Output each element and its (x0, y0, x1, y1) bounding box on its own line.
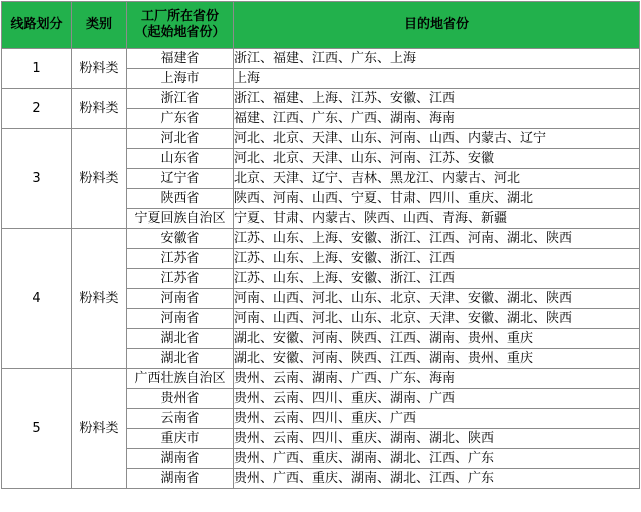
destination-provinces-cell: 湖北、安徽、河南、陕西、江西、湖南、贵州、重庆 (234, 329, 640, 349)
destination-provinces-cell: 宁夏、甘肃、内蒙古、陕西、山西、青海、新疆 (234, 209, 640, 229)
origin-province-cell: 湖南省 (127, 469, 234, 489)
destination-provinces-cell: 河北、北京、天津、山东、河南、山西、内蒙古、辽宁 (234, 129, 640, 149)
category-cell: 粉料类 (72, 89, 127, 129)
origin-province-cell: 河南省 (127, 289, 234, 309)
origin-province-cell: 湖北省 (127, 329, 234, 349)
destination-provinces-cell: 贵州、云南、四川、重庆、湖南、广西 (234, 389, 640, 409)
route-number-cell: 4 (2, 229, 72, 369)
destination-provinces-cell: 贵州、广西、重庆、湖南、湖北、江西、广东 (234, 469, 640, 489)
origin-province-cell: 广西壮族自治区 (127, 369, 234, 389)
origin-province-cell: 浙江省 (127, 89, 234, 109)
origin-province-cell: 上海市 (127, 69, 234, 89)
table-header (2, 2, 640, 49)
category-cell: 粉料类 (72, 369, 127, 489)
destination-provinces-cell: 贵州、云南、四川、重庆、广西 (234, 409, 640, 429)
destination-provinces-cell: 河南、山西、河北、山东、北京、天津、安徽、湖北、陕西 (234, 309, 640, 329)
route-number-cell: 2 (2, 89, 72, 129)
origin-province-cell: 湖南省 (127, 449, 234, 469)
destination-provinces-cell: 福建、江西、广东、广西、湖南、海南 (234, 109, 640, 129)
origin-province-cell: 重庆市 (127, 429, 234, 449)
header-row (2, 2, 640, 49)
table-row (2, 49, 640, 69)
table-row (2, 89, 640, 109)
destination-provinces-cell: 河南、山西、河北、山东、北京、天津、安徽、湖北、陕西 (234, 289, 640, 309)
destination-provinces-cell: 贵州、云南、湖南、广西、广东、海南 (234, 369, 640, 389)
table-body (2, 49, 640, 489)
header-origin-line1: 工厂所在省份 (140, 9, 219, 24)
destination-provinces-cell: 湖北、安徽、河南、陕西、江西、湖南、贵州、重庆 (234, 349, 640, 369)
route-number-cell: 5 (2, 369, 72, 489)
destination-provinces-cell: 浙江、福建、上海、江苏、安徽、江西 (234, 89, 640, 109)
header-origin-line2: （起始地省份） (134, 25, 226, 40)
category-cell: 粉料类 (72, 49, 127, 89)
header-category: 类别 (72, 2, 127, 49)
table-row (2, 229, 640, 249)
origin-province-cell: 贵州省 (127, 389, 234, 409)
route-number-cell: 1 (2, 49, 72, 89)
origin-province-cell: 河北省 (127, 129, 234, 149)
destination-provinces-cell: 贵州、广西、重庆、湖南、湖北、江西、广东 (234, 449, 640, 469)
origin-province-cell: 福建省 (127, 49, 234, 69)
category-cell: 粉料类 (72, 129, 127, 229)
origin-province-cell: 湖北省 (127, 349, 234, 369)
destination-provinces-cell: 浙江、福建、江西、广东、上海 (234, 49, 640, 69)
route-table (1, 1, 640, 489)
table-row (2, 129, 640, 149)
category-cell: 粉料类 (72, 229, 127, 369)
origin-province-cell: 安徽省 (127, 229, 234, 249)
header-origin (127, 2, 234, 49)
destination-provinces-cell: 江苏、山东、上海、安徽、浙江、江西 (234, 269, 640, 289)
destination-provinces-cell: 上海 (234, 69, 640, 89)
origin-province-cell: 江苏省 (127, 269, 234, 289)
table-row (2, 369, 640, 389)
origin-province-cell: 云南省 (127, 409, 234, 429)
origin-province-cell: 江苏省 (127, 249, 234, 269)
destination-provinces-cell: 贵州、云南、四川、重庆、湖南、湖北、陕西 (234, 429, 640, 449)
destination-provinces-cell: 江苏、山东、上海、安徽、浙江、江西、河南、湖北、陕西 (234, 229, 640, 249)
header-destination: 目的地省份 (234, 2, 640, 49)
origin-province-cell: 宁夏回族自治区 (127, 209, 234, 229)
origin-province-cell: 河南省 (127, 309, 234, 329)
destination-provinces-cell: 河北、北京、天津、山东、河南、江苏、安徽 (234, 149, 640, 169)
origin-province-cell: 山东省 (127, 149, 234, 169)
header-route: 线路划分 (2, 2, 72, 49)
origin-province-cell: 陕西省 (127, 189, 234, 209)
route-number-cell: 3 (2, 129, 72, 229)
destination-provinces-cell: 江苏、山东、上海、安徽、浙江、江西 (234, 249, 640, 269)
origin-province-cell: 辽宁省 (127, 169, 234, 189)
destination-provinces-cell: 陕西、河南、山西、宁夏、甘肃、四川、重庆、湖北 (234, 189, 640, 209)
origin-province-cell: 广东省 (127, 109, 234, 129)
destination-provinces-cell: 北京、天津、辽宁、吉林、黑龙江、内蒙古、河北 (234, 169, 640, 189)
